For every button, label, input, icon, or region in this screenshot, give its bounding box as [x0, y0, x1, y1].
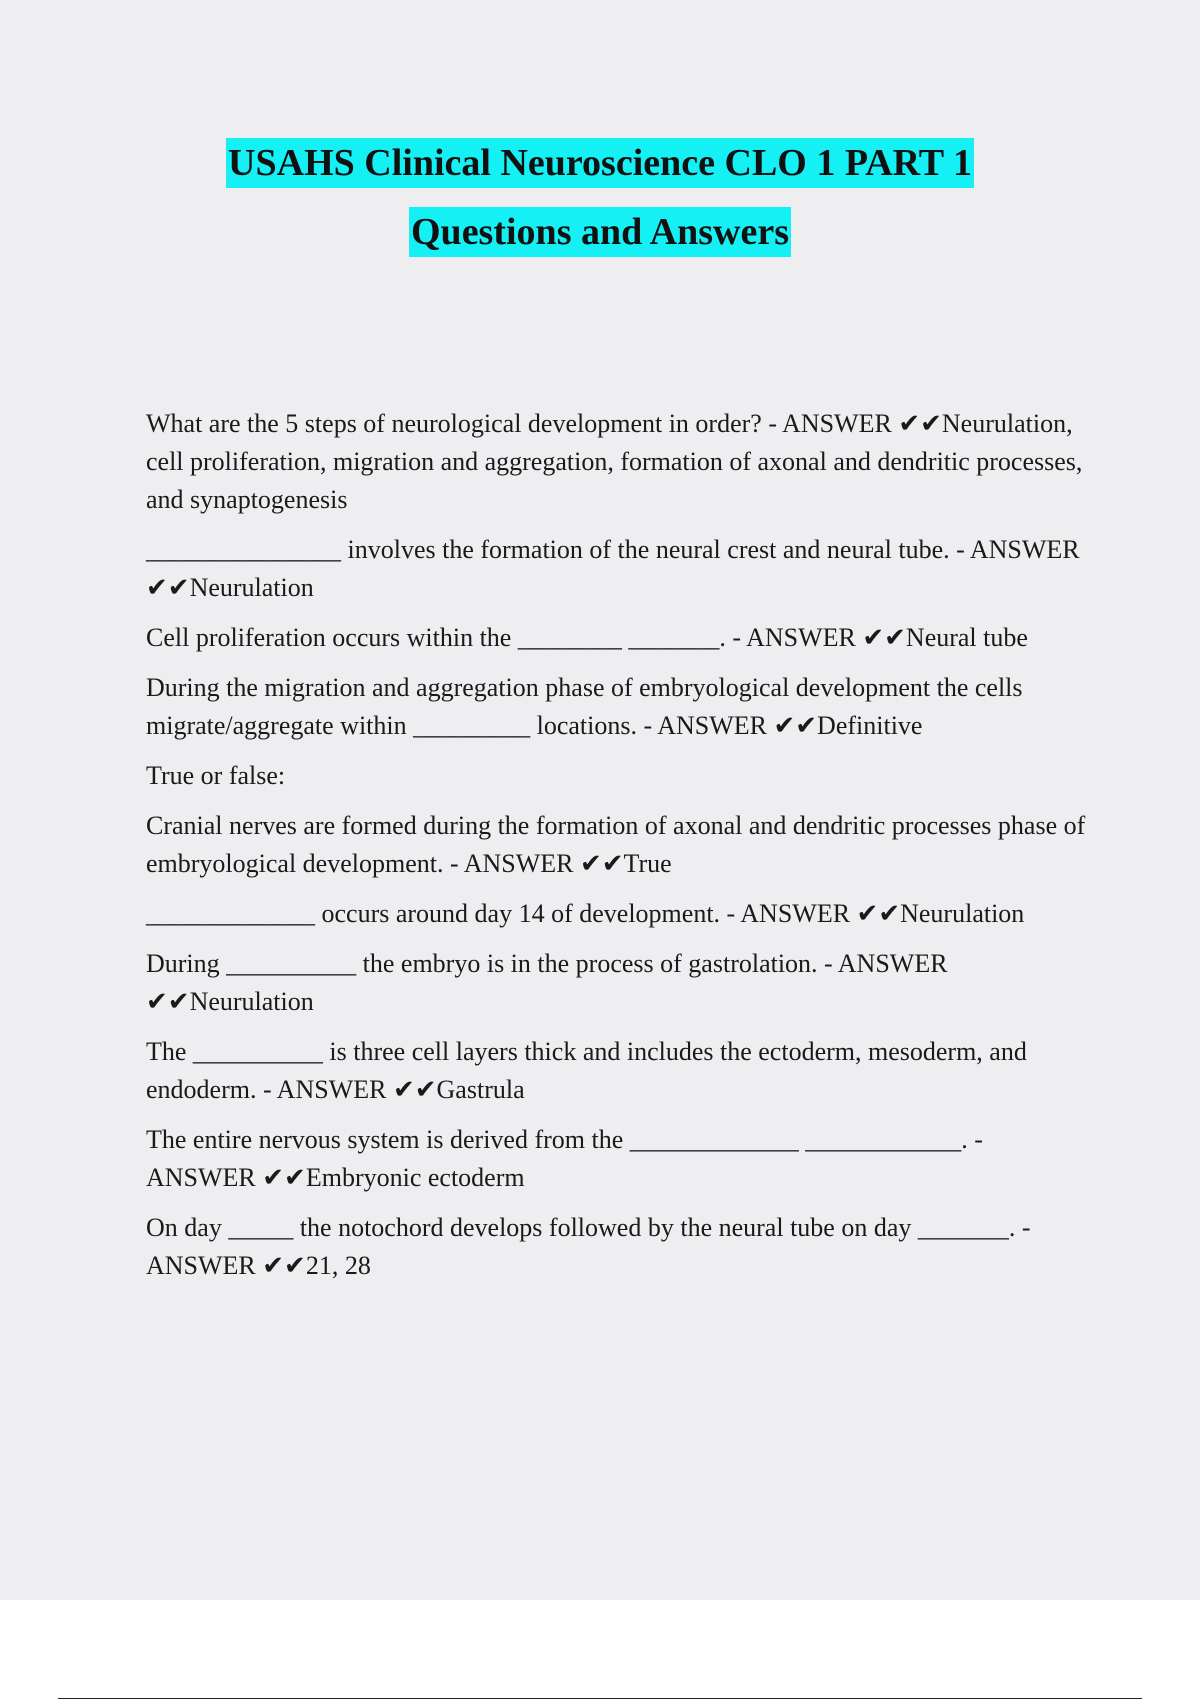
qa-list: [146, 405, 1086, 1297]
qa-item: What are the 5 steps of neurological development in order? - ANSWER ✔✔Neurulation, cell proliferation, migration and aggregation, formation of axonal and dendritic processes, and synaptogenesis: [146, 409, 1083, 514]
qa-item: _____________ occurs around day 14 of development. - ANSWER ✔✔Neurulation: [146, 899, 1025, 928]
qa-item: During __________ the embryo is in the process of gastrolation. - ANSWER ✔✔Neurulation: [146, 949, 948, 1016]
qa-item: The __________ is three cell layers thick and includes the ectoderm, mesoderm, and endoderm. - ANSWER ✔✔Gastrula: [146, 1037, 1027, 1104]
qa-item: _______________ involves the formation of the neural crest and neural tube. - ANSWER ✔✔Neurulation: [146, 535, 1080, 602]
document-subtitle: Questions and Answers: [409, 207, 791, 257]
title-block: [0, 138, 1200, 257]
qa-item: On day _____ the notochord develops followed by the neural tube on day _______. - ANSWER ✔✔21, 28: [146, 1213, 1031, 1280]
document-title: USAHS Clinical Neuroscience CLO 1 PART 1: [226, 138, 974, 188]
qa-item: During the migration and aggregation phase of embryological development the cells migrate/aggregate within _________ locations. - ANSWER ✔✔Definitive: [146, 673, 1023, 740]
page-divider: [58, 1698, 1142, 1699]
qa-item: Cell proliferation occurs within the ________ _______. - ANSWER ✔✔Neural tube: [146, 623, 1028, 652]
qa-item: The entire nervous system is derived from the _____________ ____________. - ANSWER ✔✔Embryonic ectoderm: [146, 1125, 983, 1192]
qa-item: True or false:: [146, 761, 286, 790]
qa-item: Cranial nerves are formed during the formation of axonal and dendritic processes phase of embryological development. - ANSWER ✔✔True: [146, 811, 1086, 878]
